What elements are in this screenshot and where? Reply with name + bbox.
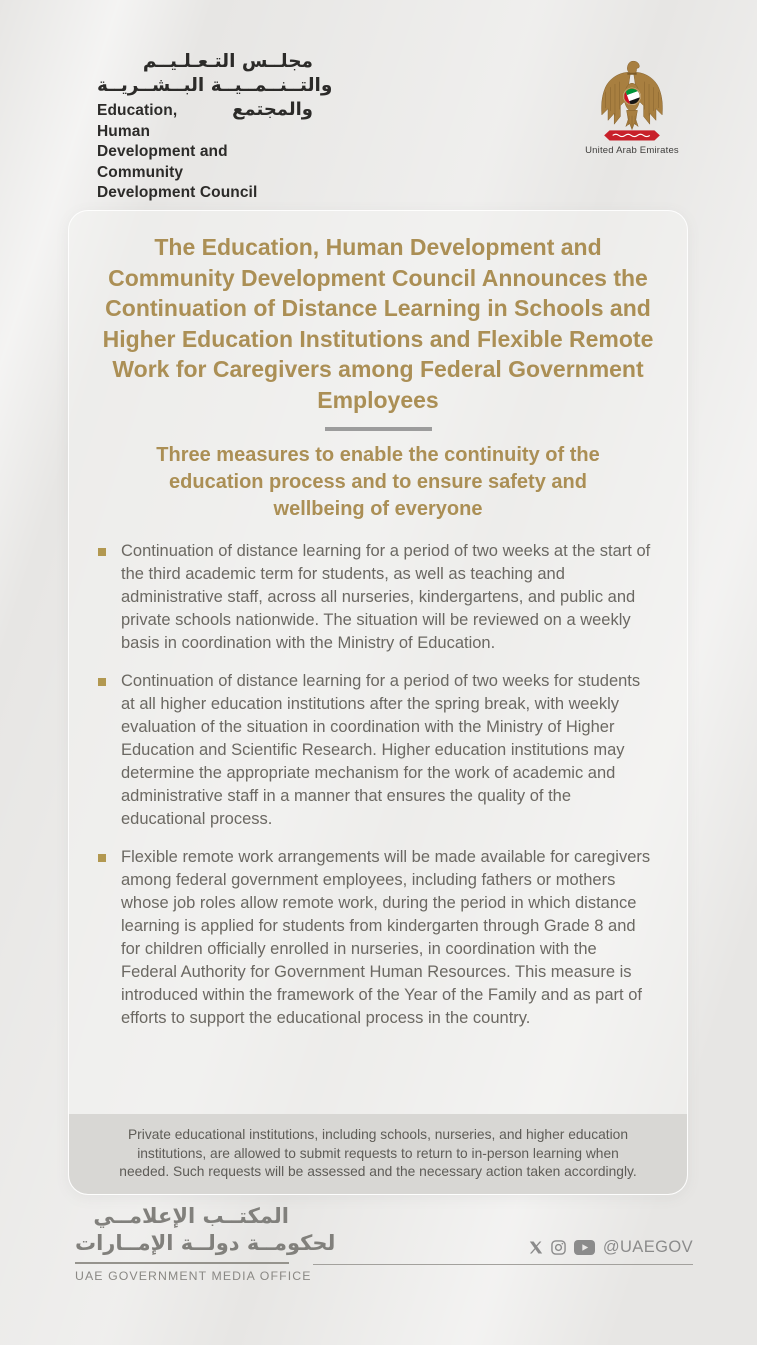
emblem-caption: United Arab Emirates xyxy=(585,145,679,156)
media-office-rule xyxy=(75,1262,289,1264)
council-logo-english-line-1: Education, Human xyxy=(97,102,178,140)
announcement-subtitle: Three measures to enable the continuity of the education process and to ensure safety and wellbeing of everyone xyxy=(156,444,600,520)
uae-emblem xyxy=(572,60,692,156)
announcement-title: The Education, Human Development and Community Development Council Announces the Continuation of Distance Learning in Schools and Higher Education Institutions and Flexible Remote Work for Caregivers among Federal Government Employees xyxy=(102,234,654,413)
list-item-measure-1 xyxy=(98,540,654,655)
measure-1-text: Continuation of distance learning for a period of two weeks at the start of the third academic term for students, as well as teaching and administrative staff, across all nurseries, kindergartens, and public and private schools nationwide. The situation will be reviewed on a weekly basis in coordination with the Ministry of Education. xyxy=(121,542,651,652)
measure-2-text: Continuation of distance learning for a period of two weeks for students at all higher education institutions after the spring break, with weekly evaluation of the situation in coordination with the Ministry of Higher Education and Scientific Research. Higher education institutions may determine the appropriate mechanism for the work of academic and administrative staff in a manner that ensures the quality of the educational process. xyxy=(121,672,641,828)
council-logo-arabic-line-3: والمجتمع xyxy=(232,99,313,120)
media-office-arabic-line-2: لحكومــة دولــة الإمــارات xyxy=(75,1231,336,1255)
x-icon xyxy=(529,1241,543,1255)
announcement-card xyxy=(68,210,688,1195)
media-office-english: UAE GOVERNMENT MEDIA OFFICE xyxy=(75,1269,312,1283)
council-logo-arabic-line-2: والتــنــمــيــة البــشــريــة xyxy=(97,75,333,96)
council-logo-arabic-line-1: مجلــس التـعـلـيــم xyxy=(142,51,313,72)
private-institutions-note xyxy=(69,1114,687,1194)
list-item-measure-2 xyxy=(98,670,654,831)
uae-falcon-emblem-icon xyxy=(593,60,671,142)
youtube-icon xyxy=(574,1240,595,1255)
note-text: Private educational institutions, including schools, nurseries, and higher education institutions, are allowed to submit requests to return to in-person learning when needed. Such requests will be assessed and the necessary action taken accordingly. xyxy=(119,1127,637,1180)
council-logo-english-line-3: Development Council xyxy=(97,184,258,201)
measure-3-text: Flexible remote work arrangements will be made available for caregivers among federal government employees, including fathers or mothers whose job roles allow remote work, during the period in which distance learning is applied for students from kindergarten through Grade 8 and for children officially enrolled in nurseries, in coordination with the Federal Authority for Government Human Resources. This measure is introduced within the framework of the Year of the Family and as part of efforts to support the educational process in the country. xyxy=(121,848,651,1027)
bullet-square-icon xyxy=(98,678,106,686)
list-item-measure-3 xyxy=(98,846,654,1030)
social-block xyxy=(313,1238,693,1265)
bullet-square-icon xyxy=(98,854,106,862)
media-office-logo xyxy=(75,1203,336,1283)
measures-list xyxy=(69,540,687,1030)
bullet-square-icon xyxy=(98,548,106,556)
council-logo xyxy=(97,50,333,204)
footer-rule xyxy=(313,1264,693,1265)
media-office-arabic-line-1: المكتــب الإعلامــي xyxy=(93,1204,289,1228)
instagram-icon xyxy=(551,1240,566,1255)
council-logo-english-line-2: Development and Community xyxy=(97,143,228,181)
social-handle: @UAEGOV xyxy=(602,1238,693,1256)
title-divider xyxy=(325,427,432,431)
